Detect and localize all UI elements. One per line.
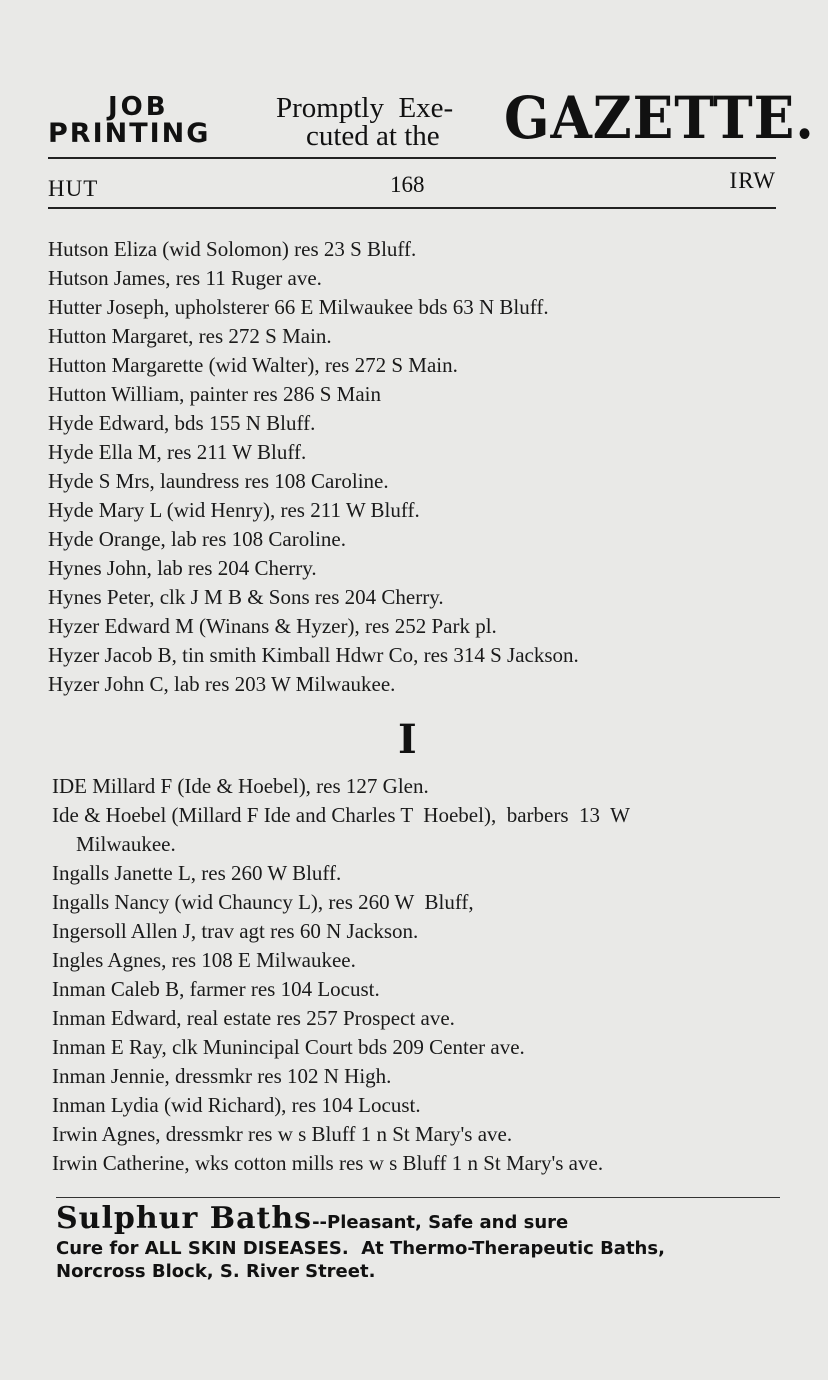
gazette-title: GAZETTE. bbox=[504, 84, 815, 152]
list-item: Ingalls Nancy (wid Chauncy L), res 260 W Bluff, bbox=[52, 890, 474, 914]
list-item: Hyde Edward, bds 155 N Bluff. bbox=[48, 411, 316, 435]
wrapped-line-1: Ide & Hoebel (Millard F Ide and Charles T Hoebel), barbers 13 W bbox=[52, 803, 630, 827]
header-rule bbox=[48, 157, 776, 159]
list-item: Inman Edward, real estate res 257 Prospect ave. bbox=[52, 1006, 455, 1030]
entries-h-list bbox=[48, 235, 788, 699]
list-item: Hyde Ella M, res 211 W Bluff. bbox=[48, 440, 307, 464]
running-head-right: IRW bbox=[729, 168, 776, 193]
list-item: IDE Millard F (Ide & Hoebel), res 127 Glen. bbox=[52, 774, 429, 798]
list-item: Hyzer Edward M (Winans & Hyzer), res 252 Park pl. bbox=[48, 614, 497, 638]
footer-advertisement bbox=[56, 1201, 796, 1283]
header-advertisement bbox=[48, 84, 815, 158]
job-printing-label bbox=[48, 94, 210, 147]
list-item: Hyzer Jacob B, tin smith Kimball Hdwr Co, res 314 S Jackson. bbox=[48, 643, 579, 667]
footer-line-2: Cure for ALL SKIN DISEASES. At Thermo-Therapeutic Baths, bbox=[56, 1238, 665, 1259]
list-item: Hutton Margarette (wid Walter), res 272 S Main. bbox=[48, 353, 458, 377]
list-item: Hyzer John C, lab res 203 W Milwaukee. bbox=[48, 672, 396, 696]
list-item: Hynes John, lab res 204 Cherry. bbox=[48, 556, 317, 580]
list-item: Ingalls Janette L, res 260 W Bluff. bbox=[52, 861, 342, 885]
list-item: Hutton Margaret, res 272 S Main. bbox=[48, 324, 332, 348]
list-item: Inman Lydia (wid Richard), res 104 Locust. bbox=[52, 1093, 421, 1117]
list-item: Ingles Agnes, res 108 E Milwaukee. bbox=[52, 948, 356, 972]
list-item: Inman Jennie, dressmkr res 102 N High. bbox=[52, 1064, 392, 1088]
printing-word: PRINTING bbox=[48, 118, 211, 149]
footer-line-3: Norcross Block, S. River Street. bbox=[56, 1261, 376, 1282]
list-item: Hutter Joseph, upholsterer 66 E Milwaukee bds 63 N Bluff. bbox=[48, 295, 549, 319]
list-item: Ingersoll Allen J, trav agt res 60 N Jackson. bbox=[52, 919, 419, 943]
list-item: Irwin Catherine, wks cotton mills res w s Bluff 1 n St Mary's ave. bbox=[52, 1151, 604, 1175]
footer-rule bbox=[56, 1197, 780, 1198]
list-item: Hutson James, res 11 Ruger ave. bbox=[48, 266, 322, 290]
list-item: Hyde S Mrs, laundress res 108 Caroline. bbox=[48, 469, 389, 493]
list-item: Hyde Orange, lab res 108 Caroline. bbox=[48, 527, 346, 551]
section-letter-heading: I bbox=[398, 716, 417, 763]
list-item: Irwin Agnes, dressmkr res w s Bluff 1 n St Mary's ave. bbox=[52, 1122, 513, 1146]
list-item: Hynes Peter, clk J M B & Sons res 204 Cherry. bbox=[48, 585, 444, 609]
list-item: Inman E Ray, clk Munincipal Court bds 209 Center ave. bbox=[52, 1035, 525, 1059]
running-head bbox=[48, 168, 776, 202]
job-word: JOB bbox=[108, 92, 169, 122]
footer-tagline: --Pleasant, Safe and sure bbox=[312, 1212, 569, 1233]
promptly-executed-text bbox=[276, 94, 453, 150]
list-item: Hutton William, painter res 286 S Main bbox=[48, 382, 381, 406]
list-item: Hyde Mary L (wid Henry), res 211 W Bluff. bbox=[48, 498, 420, 522]
list-item-wrapped bbox=[52, 801, 792, 859]
executed-line: cuted at the bbox=[306, 120, 440, 152]
sulphur-baths-headline: Sulphur Baths bbox=[56, 1201, 313, 1236]
entries-i-list bbox=[52, 772, 792, 1178]
running-head-rule bbox=[48, 207, 776, 209]
promptly-line: Promptly Exe- bbox=[276, 92, 454, 124]
list-item: Inman Caleb B, farmer res 104 Locust. bbox=[52, 977, 380, 1001]
list-item: Hutson Eliza (wid Solomon) res 23 S Bluff. bbox=[48, 237, 417, 261]
footer-line-1 bbox=[56, 1201, 796, 1237]
wrapped-line-2: Milwaukee. bbox=[76, 832, 176, 856]
page-number: 168 bbox=[390, 172, 425, 197]
running-head-left: HUT bbox=[48, 176, 99, 201]
